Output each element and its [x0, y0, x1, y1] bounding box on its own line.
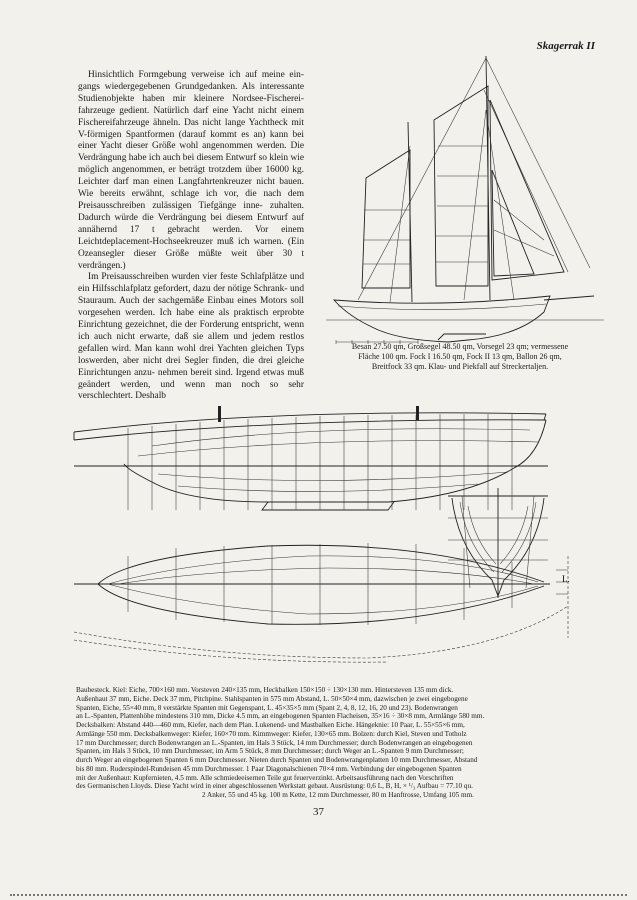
spec-line: Spanten, im Hals 3 Stück, 10 mm Durchmesser, im Arm 5 Stück, 8 mm Durchmesser; durch Weger an L.-Spanten 9 mm Durchmesser;: [76, 747, 464, 756]
spec-line: Armlänge 550 mm. Decksbalkenweger: Kiefer, 160×70 mm. Kimmweger: Kiefer, 130×65 mm. Bolzen: durch Kiel, Steven und Totholz: [76, 729, 467, 738]
text-line: klein wie möglich angenommen, er beträgt trotzdem über: [78, 153, 304, 176]
caption-line: Fläche 100 qm. Fock I 16.50 qm, Fock II 13 qm, Ballon 26 qm,: [358, 352, 562, 361]
text-line: bei einer Yacht dieser Größe wohl angenommen werden.: [78, 129, 305, 152]
text-line: Segler finden, die drei gleiche Einrichtungen anzu-: [78, 355, 305, 378]
sail-plan-caption: [318, 342, 602, 372]
text-line: Leichtdeplacement-Hochseekreuzer muß ich warnen.: [78, 236, 284, 247]
text-line: drei Yachten gleichen Typs loswerden, aber nicht drei: [78, 343, 305, 366]
body-text: [78, 70, 304, 403]
text-line: praktisch erprobte Einrichtung gezeichnet, die der: [78, 308, 304, 331]
spec-line: 2 Anker, 55 und 45 kg. 100 m Kette, 12 mm Durchmesser, 80 m Hanftrosse, Umfang 105 mm.: [202, 791, 474, 799]
running-head: Skagerrak II: [536, 40, 595, 52]
spec-line: Baubesteck. Kiel: Eiche, 700×160 mm. Vorsteven 240×135 mm, Heckbalken 150×150 ÷ 130×130 mm. Hintersteven 135 mm dick.: [76, 686, 454, 694]
spec-line: Außenhaut 37 mm, Eiche. Deck 37 mm, Pitchpine. Stahlspanten in 575 mm Abstand, L. 50×50×4 mm, dazwischen je zwei eingebogene: [76, 694, 468, 703]
text-line: Entwurf auf annähernd 17 t gebracht werden. Vor einem: [78, 212, 305, 235]
caption-line: Breitfock 33 qm. Klau- und Piekfall auf Streckertaljen.: [371, 362, 549, 371]
construction-specifications: [76, 686, 600, 800]
text-line: 16000 kg. Leichter darf man einen Langfahrtenkreuzer: [78, 165, 305, 188]
text-line: (Ein Ozeansegler dieser Größe müßte weit über 30 t: [78, 236, 305, 259]
text-line: und ein Hilfsschlafplatz gefordert, dazu der nötige: [78, 272, 304, 295]
text-line: fahrzeuge gedient. Natürlich darf eine Yacht nicht einem: [78, 105, 304, 116]
text-line: eines Motors soll vorgesehen werden. Ich habe eine als: [78, 296, 304, 319]
spec-line: 17 mm Durchmesser; durch Bodenwrangen an L.-Spanten, im Hals 3 Stück, 14 mm Durchmesser; durch Bodenwrangen an eingebogenen: [76, 738, 473, 747]
sail-plan-drawing: [318, 50, 604, 346]
text-line: verdrängen.): [78, 260, 126, 271]
lines-plan-drawing: [68, 406, 600, 664]
spec-line: des Germanischen Lloyds. Diese Yacht wird in einer abgeschlossenen Werkstatt gebaut. Ausrüstung: 0,6 L, B, H, × ¹/₃ Aufbau = 77.10 qu.: [76, 782, 473, 791]
text-line: gangs wiedergegebenen Grundgedanken. Als interessante: [78, 81, 304, 92]
text-line: Forderung entspricht, wenn ich auch nicht erwarte, daß: [78, 320, 305, 342]
scan-edge-divider: [10, 888, 627, 896]
text-line: Fischereifahrzeuge ähneln. Das nicht lange Yachtheck: [78, 117, 288, 128]
spec-line: durch Weger an eingebogenen Spanten 6 mm Durchmesser. Nieten durch Spanten und Bodenwrangenplatten 10 mm Durchmesser, Abstand: [76, 756, 478, 764]
spec-line: Spanten, Eiche, 55×40 mm, 8 verstärkte Spanten mit Gegenspant, L. 45×35×5 mm (Spant 2, 4, 8, 12, 16, 20 und 23). Bodenwrangen: [76, 703, 458, 712]
caption-line: Besan 27.50 qm, Großsegel 48.50 qm, Vorsegel 23 qm; vermessene: [351, 342, 569, 351]
text-line: und wenn man noch so sehr verschlechtert. Deshalb: [78, 379, 304, 402]
text-line: nach dem Preisausschreiben zulässigen Tiefgänge inne-: [78, 189, 305, 211]
text-line: Schrank- und Stauraum. Auch der sachgemäße Einbau: [78, 284, 305, 307]
lines-plan-label: L.: [562, 574, 570, 584]
text-line: nehmen bereit sind. Irgend etwas muß geändert werden,: [78, 367, 304, 390]
spec-line: mit der Außenhaut: Kupfernieten, 4.5 mm. Alle schmiedeeisernen Teile gut feuerverzinkt. Arbeitsausführung nach den Vorschriften: [76, 773, 454, 782]
text-line: sie allem und jedem restlos gefallen wird. Man kann wohl: [78, 331, 304, 354]
text-line: Hinsichtlich Formgebung verweise ich auf meine ein-: [88, 70, 304, 80]
text-line: Die Verdrängung habe ich auch bei diesem Entwurf so: [78, 141, 304, 164]
spec-line: Decksbalken: Abstand 440—460 mm, Kiefer, nach dem Plan. Lukenend- und Mastbalken Eiche. Hängeknie: 10 Paar, L. 55×55×6 mm,: [76, 721, 465, 729]
text-line: Studienobjekte haben mir kleinere Nordsee-Fischerei-: [78, 93, 304, 104]
text-line: nicht bauen. Wie bereits erwähnt, schlage ich vor, die: [78, 177, 304, 200]
paragraph-schlafplaetze: [78, 272, 304, 403]
spec-line: an L.-Spanten, Plattenhöhe mindestens 310 mm, Dicke 4.5 mm, an eingebogenen Spanten Flacheisen, 35×16 ÷ 30×8 mm, Armlänge 580 mm.: [76, 712, 485, 721]
text-line: mit V-förmigen Spantformen (darauf kommt es an) kann: [78, 117, 304, 140]
text-line: Im Preisausschreiben wurden vier feste Schlafplätze: [88, 272, 287, 283]
paragraph-formgebung: [78, 70, 304, 272]
page-number: 37: [313, 806, 324, 818]
text-line: zuhalten. Dadurch würde die Verdrängung bei diesem: [78, 200, 305, 223]
spec-line: bis 80 mm. Ruderspindel-Rundeisen 45 mm Durchmesser. 1 Paar Diagonalschienen 70×4 mm. Verbindung der eingebogenen Spanten: [76, 764, 462, 773]
